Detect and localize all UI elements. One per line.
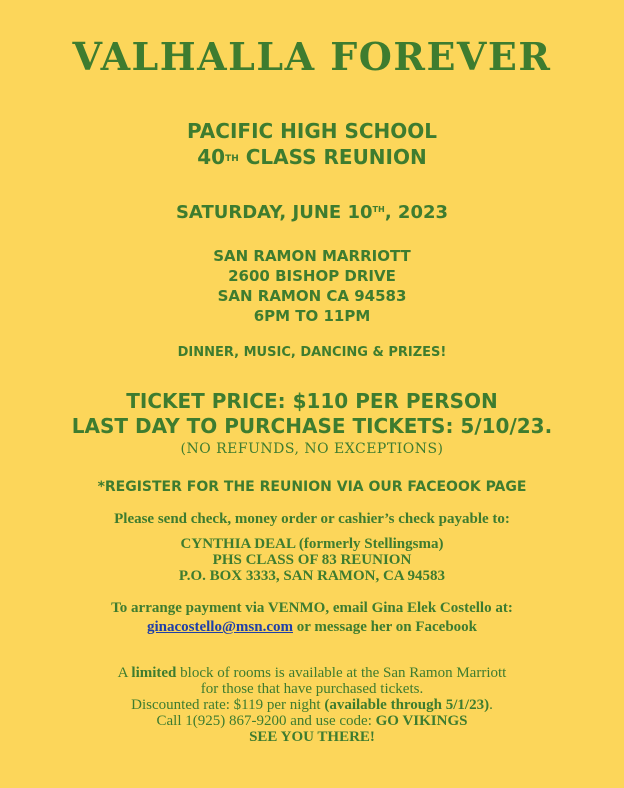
register-note: *REGISTER FOR THE REUNION VIA OUR FACEOOK PAGE xyxy=(97,479,527,495)
ticket-info xyxy=(0,389,624,439)
refund-note: (NO REFUNDS, NO EXCEPTIONS) xyxy=(180,441,444,457)
hotel-call: Call 1(925) 867-9200 and use code: xyxy=(156,713,376,729)
venue-block xyxy=(0,246,624,326)
event-date-suffix: TH xyxy=(372,203,385,214)
ticket-deadline: LAST DAY TO PURCHASE TICKETS: 5/10/23. xyxy=(71,414,553,438)
event-date xyxy=(0,202,624,223)
event-time: 6PM TO 11PM xyxy=(253,307,371,325)
venue-street: 2600 BISHOP DRIVE xyxy=(228,267,396,285)
ticket-price: TICKET PRICE: $110 PER PERSON xyxy=(126,389,498,413)
payee-po-box: P.O. BOX 3333, SAN RAMON, CA 94583 xyxy=(178,568,446,584)
hotel-line-4 xyxy=(0,713,624,729)
school-heading xyxy=(0,118,624,170)
hotel-info xyxy=(0,665,624,745)
payment-instructions: Please send check, money order or cashier’s check payable to: xyxy=(114,511,510,527)
hotel-line-3-end: . xyxy=(489,697,493,713)
venmo-contact-rest: or message her on Facebook xyxy=(293,619,478,635)
venmo-contact-line xyxy=(0,618,624,637)
venue-city: SAN RAMON CA 94583 xyxy=(217,287,407,305)
hotel-code: GO VIKINGS xyxy=(375,713,468,729)
event-date-year: , 2023 xyxy=(384,202,449,223)
flyer-title: VALHALLA FOREVER xyxy=(72,34,552,79)
hotel-rate: Discounted rate: $119 per night xyxy=(131,697,325,713)
event-date-main: SATURDAY, JUNE 10 xyxy=(175,202,373,223)
reunion-number: 40 xyxy=(197,145,226,169)
payee-org: PHS CLASS OF 83 REUNION xyxy=(212,552,412,568)
closing-line xyxy=(0,729,624,745)
hotel-line-2: for those that have purchased tickets. xyxy=(200,681,424,697)
email-link[interactable]: ginacostello@msn.com xyxy=(146,619,293,635)
hotel-line-1-b: block of rooms is available at the San Ramon Marriott xyxy=(176,665,507,681)
hotel-line-3 xyxy=(0,697,624,713)
hotel-line-1-a: A xyxy=(117,665,132,681)
activities-line: DINNER, MUSIC, DANCING & PRIZES! xyxy=(177,345,447,360)
venmo-line: To arrange payment via VENMO, email Gina Elek Costello at: xyxy=(111,600,513,616)
closing-text: SEE YOU THERE! xyxy=(249,729,375,745)
mailing-address xyxy=(0,536,624,584)
reunion-number-suffix: TH xyxy=(225,153,239,164)
hotel-limited: limited xyxy=(131,665,177,681)
hotel-rate-availability: (available through 5/1/23) xyxy=(324,697,490,713)
reunion-label: CLASS REUNION xyxy=(238,145,427,169)
hotel-line-1 xyxy=(0,665,624,681)
payee-name: CYNTHIA DEAL (formerly Stellingsma) xyxy=(180,536,444,552)
reunion-name xyxy=(0,144,624,170)
venmo-info xyxy=(0,599,624,637)
venue-name: SAN RAMON MARRIOTT xyxy=(213,247,411,265)
school-name: PACIFIC HIGH SCHOOL xyxy=(186,119,438,143)
